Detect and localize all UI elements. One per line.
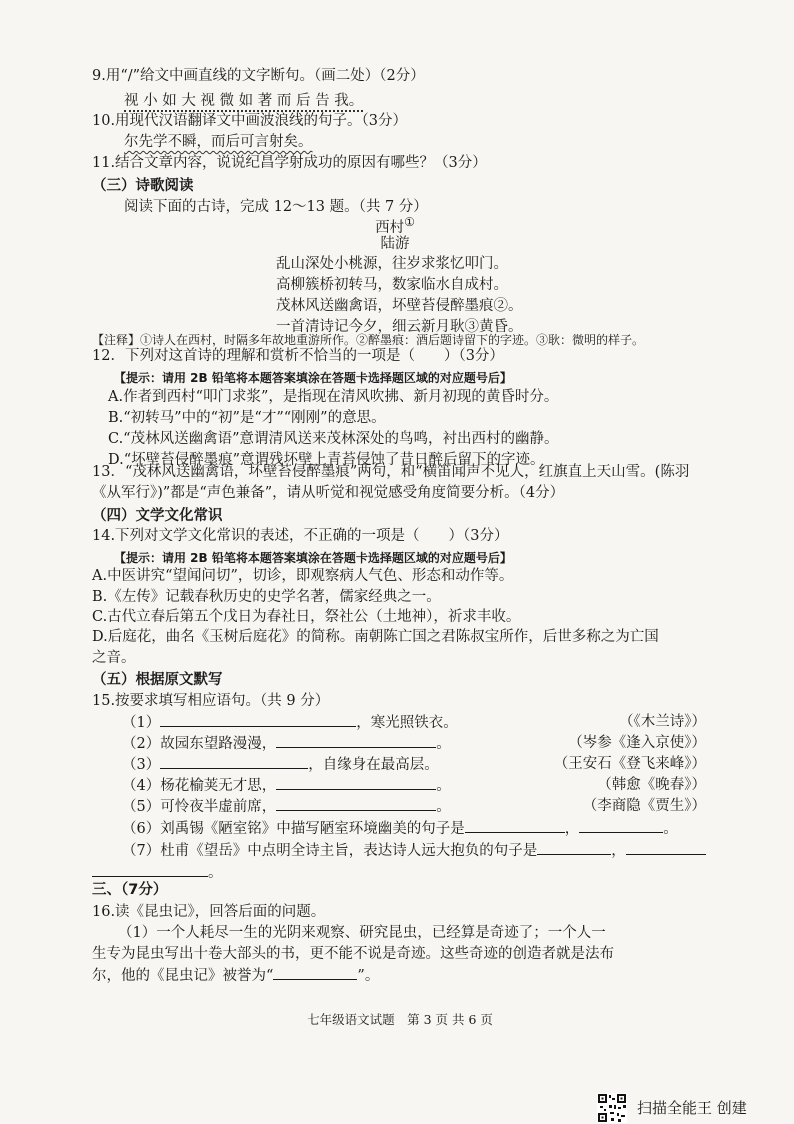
q14-option-c: C.古代立春后第五个戊日为春社日，祭社公（土地神），祈求丰收。 <box>92 609 521 625</box>
q14-option-d-cont: 之音。 <box>92 650 136 666</box>
q15-question: 15.按要求填写相应语句。（共 9 分） <box>92 693 330 709</box>
q9-question: 9.用“/”给文中画直线的文字断句。（画二处）（2分） <box>92 68 425 84</box>
poem-line-2: 高柳簇桥初转马，数家临水自成村。 <box>276 277 508 293</box>
section-literature-title: （四）文学文化常识 <box>92 508 223 524</box>
q10-question: 10.用现代汉语翻译文中画波浪线的句子。（3分） <box>92 113 408 129</box>
q14-hint: 【提示：请用 2B 铅笔将本题答案填涂在答题卡选择题区域的对应题号后】 <box>114 551 512 565</box>
q15-item-2: （2）故园东望路漫漫， 。 <box>122 733 451 754</box>
q13-question-line1: 13．“茂林风送幽禽语，坏壁苔侵醉墨痕”两句，和“横笛闻声不见人，红旗直上天山雪。(陈羽 <box>92 464 690 480</box>
poem-annotation: 【注释】①诗人在西村，时隔多年故地重游所作。②醉墨痕：酒后题诗留下的字迹。③耿：微明的样子。 <box>92 333 645 347</box>
q14-option-b: B.《左传》记载春秋历史的史学名著，儒家经典之一。 <box>92 589 441 605</box>
q15-item-4: （4）杨花榆荚无才思， 。 <box>122 775 451 796</box>
answer-blank[interactable] <box>626 840 706 855</box>
poem-line-3: 茂林风送幽禽语，坏壁苔侵醉墨痕②。 <box>276 298 523 314</box>
page-footer: 七年级语文试题 第 3 页 共 6 页 <box>307 1012 493 1027</box>
q12-option-d: D.“坏壁苔侵醉墨痕”意谓残坏壁上青苔侵蚀了昔日醉后留下的字迹。 <box>108 452 545 468</box>
q15-item-5-source: （李商隐《贾生》） <box>582 798 706 814</box>
q12-question: 12．下列对这首诗的理解和赏析不恰当的一项是（ ）（3分） <box>92 348 504 364</box>
q15-item-7: （7）杜甫《望岳》中点明全诗主旨，表达诗人远大抱负的句子是 ， <box>122 840 706 861</box>
q14-option-a: A.中医讲究“望闻问切”，切诊，即观察病人气色、形态和动作等。 <box>92 568 514 584</box>
poem-line-1: 乱山深处小桃源，往岁求浆忆叩门。 <box>276 256 508 272</box>
q16-paragraph-line3: 尔，他的《昆虫记》被誉为“ ”。 <box>92 965 379 986</box>
q15-item-6: （6）刘禹锡《陋室铭》中描写陋室环境幽美的句子是 ， 。 <box>122 818 678 839</box>
q9-sentence: 视 小 如 大 视 微 如 著 而 后 告 我。 <box>124 91 363 111</box>
answer-blank[interactable] <box>579 818 663 833</box>
q15-item-2-source: （岑参《逢入京使》） <box>568 735 706 751</box>
answer-blank[interactable] <box>160 712 356 727</box>
qr-code-icon <box>597 1093 627 1123</box>
section-poetry-title: （三）诗歌阅读 <box>92 178 194 194</box>
q13-question-line2: 《从军行》)”都是“声色兼备”，请从听觉和视觉感受角度简要分析。（4分） <box>92 485 565 501</box>
q10-sentence: 尔先学不瞬，而后可言射矣。 <box>124 134 313 150</box>
poetry-intro: 阅读下面的古诗，完成 12～13 题。（共 7 分） <box>124 199 428 215</box>
poem-author: 陆游 <box>380 236 410 252</box>
answer-blank[interactable] <box>465 818 565 833</box>
q12-option-c: C.“茂林风送幽禽语”意谓清风送来茂林深处的鸟鸣，衬出西村的幽静。 <box>108 431 559 447</box>
q14-option-d: D.后庭花，曲名《玉树后庭花》的简称。南朝陈亡国之君陈叔宝所作，后世多称之为亡国 <box>92 629 659 645</box>
answer-blank[interactable] <box>92 862 208 877</box>
q15-item-1-source: （《木兰诗》） <box>619 714 706 730</box>
answer-blank[interactable] <box>273 965 357 980</box>
q15-item-7-cont: 。 <box>92 862 223 883</box>
q15-item-3: （3） ，自缘身在最高层。 <box>122 754 439 775</box>
q11-question: 11.结合文章内容，说说纪昌学射成功的原因有哪些？（3分） <box>92 155 487 171</box>
q14-question: 14.下列对文学文化常识的表述，不正确的一项是（ ）（3分） <box>92 528 509 544</box>
q12-option-b: B.“初转马”中的“初”是“才”“刚刚”的意思。 <box>108 410 386 426</box>
q16-question: 16.读《昆虫记》，回答后面的问题。 <box>92 904 326 920</box>
answer-blank[interactable] <box>276 775 436 790</box>
answer-blank[interactable] <box>537 840 611 855</box>
scanner-watermark-label: 扫描全能王 创建 <box>637 1099 747 1117</box>
poem-title: 西村① <box>375 215 415 236</box>
q16-paragraph-line1: （1）一个人耗尽一生的光阴来观察、研究昆虫，已经算是奇迹了；一个人一 <box>118 925 606 941</box>
part-three-title: 三、（7分） <box>92 882 168 898</box>
answer-blank[interactable] <box>160 754 308 769</box>
q15-item-1: （1） ，寒光照铁衣。 <box>122 712 458 733</box>
q16-paragraph-line2: 生专为昆虫写出十卷大部头的书，更不能不说是奇迹。这些奇迹的创造者就是法布 <box>92 946 614 962</box>
q15-item-4-source: （韩愈《晚春》） <box>597 777 706 793</box>
poem-line-4: 一首清诗记今夕，细云新月耿③黄昏。 <box>276 319 523 335</box>
answer-blank[interactable] <box>276 733 436 748</box>
answer-blank[interactable] <box>276 796 436 811</box>
q15-item-5: （5）可怜夜半虚前席， 。 <box>122 796 451 817</box>
section-dictation-title: （五）根据原文默写 <box>92 672 223 688</box>
q12-hint: 【提示：请用 2B 铅笔将本题答案填涂在答题卡选择题区域的对应题号后】 <box>114 371 512 385</box>
q15-item-3-source: （王安石《登飞来峰》） <box>553 756 706 772</box>
q12-option-a: A.作者到西村“叩门求浆”，是指现在清风吹拂、新月初现的黄昏时分。 <box>108 389 559 405</box>
